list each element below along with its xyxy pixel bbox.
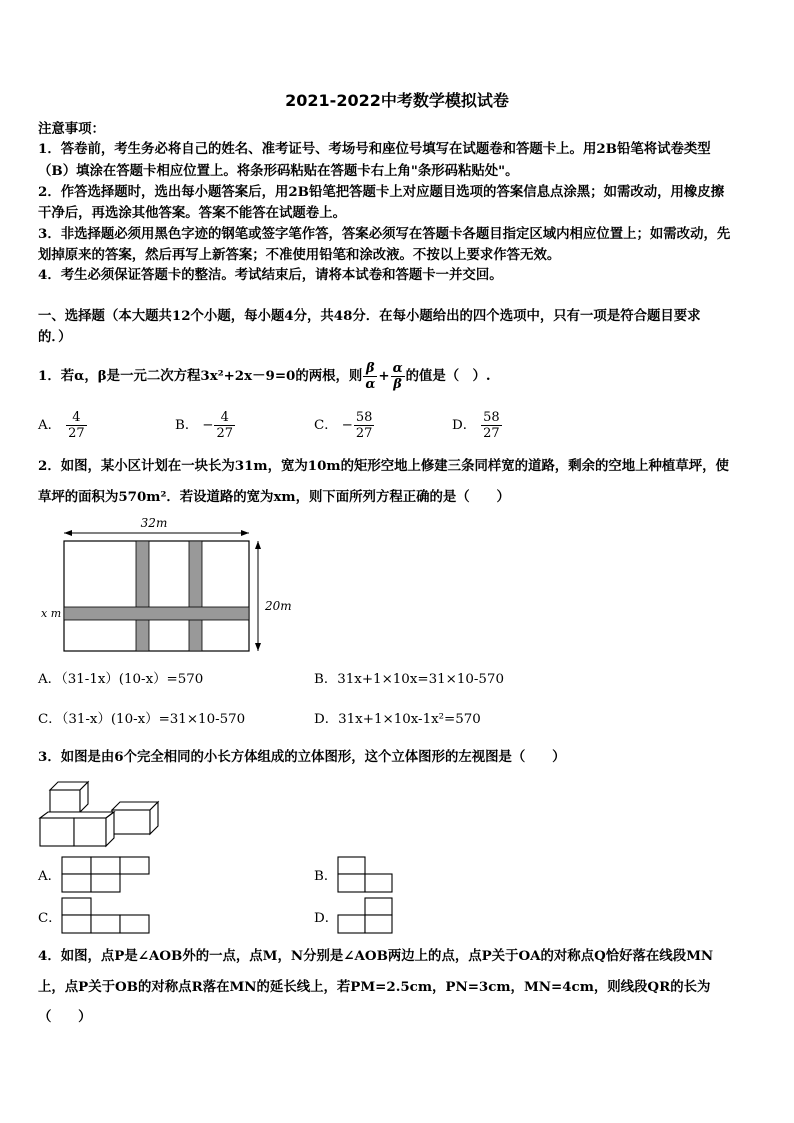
top-dimension-label: 32m bbox=[140, 516, 168, 530]
q1-option-c[interactable] bbox=[314, 410, 375, 441]
q3-option-a-label[interactable]: A． bbox=[38, 869, 62, 884]
question-3-line-1: 3．如图是由6个完全相同的小长方体组成的立体图形，这个立体图形的左视图是（ ） bbox=[38, 749, 566, 765]
fraction-numerator: 4 bbox=[214, 410, 235, 426]
notice-line-6: 划掉原来的答案，然后再写上新答案；不准使用铅笔和涂改液。不按以上要求作答无效。 bbox=[38, 247, 561, 263]
option-label: D． bbox=[314, 712, 339, 727]
option-label: B． bbox=[175, 417, 199, 433]
q1-option-b[interactable] bbox=[175, 410, 236, 441]
notice-line-1: 1．答卷前，考生务必将自己的姓名、准考证号、考场号和座位号填写在试题卷和答题卡上。用2B铅笔将试卷类型 bbox=[38, 141, 711, 157]
q2-option-a[interactable] bbox=[38, 671, 203, 689]
question-4-line-2: 上，点P关于OB的对称点R落在MN的延长线上，若PM=2.5cm，PN=3cm，MN=4cm，则线段QR的长为 bbox=[38, 979, 711, 995]
option-text: 31x+1×10x=31×10-570 bbox=[337, 672, 504, 687]
bottom-row-top-face bbox=[40, 812, 114, 818]
notice-line-4: 干净后，再选涂其他答案。答案不能答在试题卷上。 bbox=[38, 205, 346, 221]
option-fraction bbox=[481, 410, 502, 441]
question-1-prefix: 1．若α，β是一元二次方程3x²+2x－9=0的两根，则 bbox=[38, 368, 363, 384]
fraction-alpha-over-beta bbox=[391, 361, 405, 392]
option-label: C． bbox=[38, 712, 62, 727]
fraction-numerator: 4 bbox=[66, 410, 87, 426]
bottom-row-side-face bbox=[106, 812, 114, 846]
fraction-beta-over-alpha bbox=[363, 361, 377, 392]
page-title: 2021-2022中考数学模拟试卷 bbox=[285, 91, 509, 110]
q3-option-d-label[interactable]: D． bbox=[314, 911, 339, 926]
option-label: B． bbox=[314, 672, 338, 687]
vertical-road-2 bbox=[189, 541, 202, 651]
question-4-line-3: （ ） bbox=[38, 1009, 92, 1025]
notice-line-5: 3．非选择题必须用黑色字迹的钢笔或签字笔作答，答案必须写在答题卡各题目指定区域内相应位置上；如需改动，先 bbox=[38, 226, 731, 242]
q2-option-c[interactable] bbox=[38, 711, 245, 729]
option-sign: − bbox=[341, 418, 353, 433]
notice-line-2: （B）填涂在答题卡相应位置上。将条形码粘贴在答题卡右上角"条形码粘贴处"。 bbox=[38, 163, 519, 179]
fraction-numerator: α bbox=[392, 361, 403, 376]
section-heading-line-1: 一、选择题（本大题共12个小题，每小题4分，共48分．在每小题给出的四个选项中，只有一项是符合题目要求 bbox=[38, 308, 701, 324]
option-fraction bbox=[66, 410, 87, 441]
option-fraction bbox=[214, 410, 235, 441]
fraction-denominator: α bbox=[365, 377, 376, 392]
q1-option-a[interactable] bbox=[38, 410, 88, 441]
question-2-line-2: 草坪的面积为570m²．若设道路的宽为xm，则下面所列方程正确的是（ ） bbox=[38, 489, 510, 505]
arrow-left bbox=[64, 530, 72, 536]
fraction-denominator: 27 bbox=[355, 426, 373, 441]
arrow-down bbox=[255, 643, 261, 651]
option-text: （31-x）(10-x）=31×10-570 bbox=[61, 712, 246, 727]
q1-option-d[interactable] bbox=[452, 410, 503, 441]
right-cube-front-face bbox=[112, 810, 150, 834]
arrow-right bbox=[241, 530, 249, 536]
q2-option-b[interactable] bbox=[314, 671, 504, 689]
top-cube-front-face bbox=[50, 790, 80, 812]
bottom-middle-cube-front bbox=[74, 818, 106, 846]
q3-option-c-figure[interactable] bbox=[60, 896, 152, 936]
q2-option-d[interactable] bbox=[314, 711, 481, 729]
q3-option-c-label[interactable]: C． bbox=[38, 911, 62, 926]
horizontal-road bbox=[64, 607, 249, 620]
notice-heading: 注意事项： bbox=[38, 121, 105, 137]
road-width-label: x m bbox=[41, 607, 62, 620]
notice-line-3: 2．作答选择题时，选出每小题答案后，用2B铅笔把答题卡上对应题目选项的答案信息点涂黑；如需改动，用橡皮擦 bbox=[38, 184, 725, 200]
arrow-up bbox=[255, 541, 261, 549]
field-rectangle bbox=[64, 541, 249, 651]
q3-option-b-label[interactable]: B． bbox=[314, 869, 338, 884]
q3-option-a-figure[interactable] bbox=[60, 855, 152, 895]
bottom-left-cube-front bbox=[40, 818, 74, 846]
question-4-line-1: 4．如图，点P是∠AOB外的一点，点M，N分别是∠AOB两边上的点，点P关于OA的对称点Q恰好落在线段MN bbox=[38, 948, 714, 964]
q3-option-b-figure[interactable] bbox=[336, 855, 396, 895]
road-diagram bbox=[36, 514, 292, 656]
fraction-denominator: β bbox=[393, 377, 402, 392]
option-text: 31x+1×10x-1x²=570 bbox=[338, 712, 481, 727]
plus-sign: + bbox=[378, 368, 390, 384]
option-fraction bbox=[354, 410, 375, 441]
fraction-denominator: 27 bbox=[68, 426, 85, 441]
option-label: D． bbox=[452, 417, 477, 433]
cuboid-solid-figure bbox=[36, 776, 166, 848]
option-label: A． bbox=[38, 417, 62, 433]
question-1 bbox=[38, 356, 758, 396]
notice-line-7: 4．考生必须保证答题卡的整洁。考试结束后，请将本试卷和答题卡一并交回。 bbox=[38, 267, 503, 283]
fraction-numerator: β bbox=[363, 361, 377, 377]
section-heading-line-2: 的．） bbox=[38, 329, 72, 345]
option-sign: − bbox=[202, 418, 214, 433]
option-label: A． bbox=[38, 672, 62, 687]
question-1-suffix: 的值是（ ）. bbox=[405, 368, 491, 384]
fraction-denominator: 27 bbox=[483, 426, 500, 441]
fraction-numerator: 58 bbox=[483, 410, 500, 425]
option-label: C． bbox=[314, 417, 338, 433]
option-text: （31-1x）(10-x）=570 bbox=[61, 672, 204, 687]
vertical-road-1 bbox=[136, 541, 149, 651]
right-dimension-label: 20m bbox=[265, 599, 292, 613]
fraction-numerator: 58 bbox=[355, 410, 373, 425]
q3-option-d-figure[interactable] bbox=[336, 896, 396, 936]
question-2-line-1: 2．如图，某小区计划在一块长为31m，宽为10m的矩形空地上修建三条同样宽的道路，剩余的空地上种植草坪，使 bbox=[38, 458, 729, 474]
fraction-denominator: 27 bbox=[216, 426, 234, 441]
